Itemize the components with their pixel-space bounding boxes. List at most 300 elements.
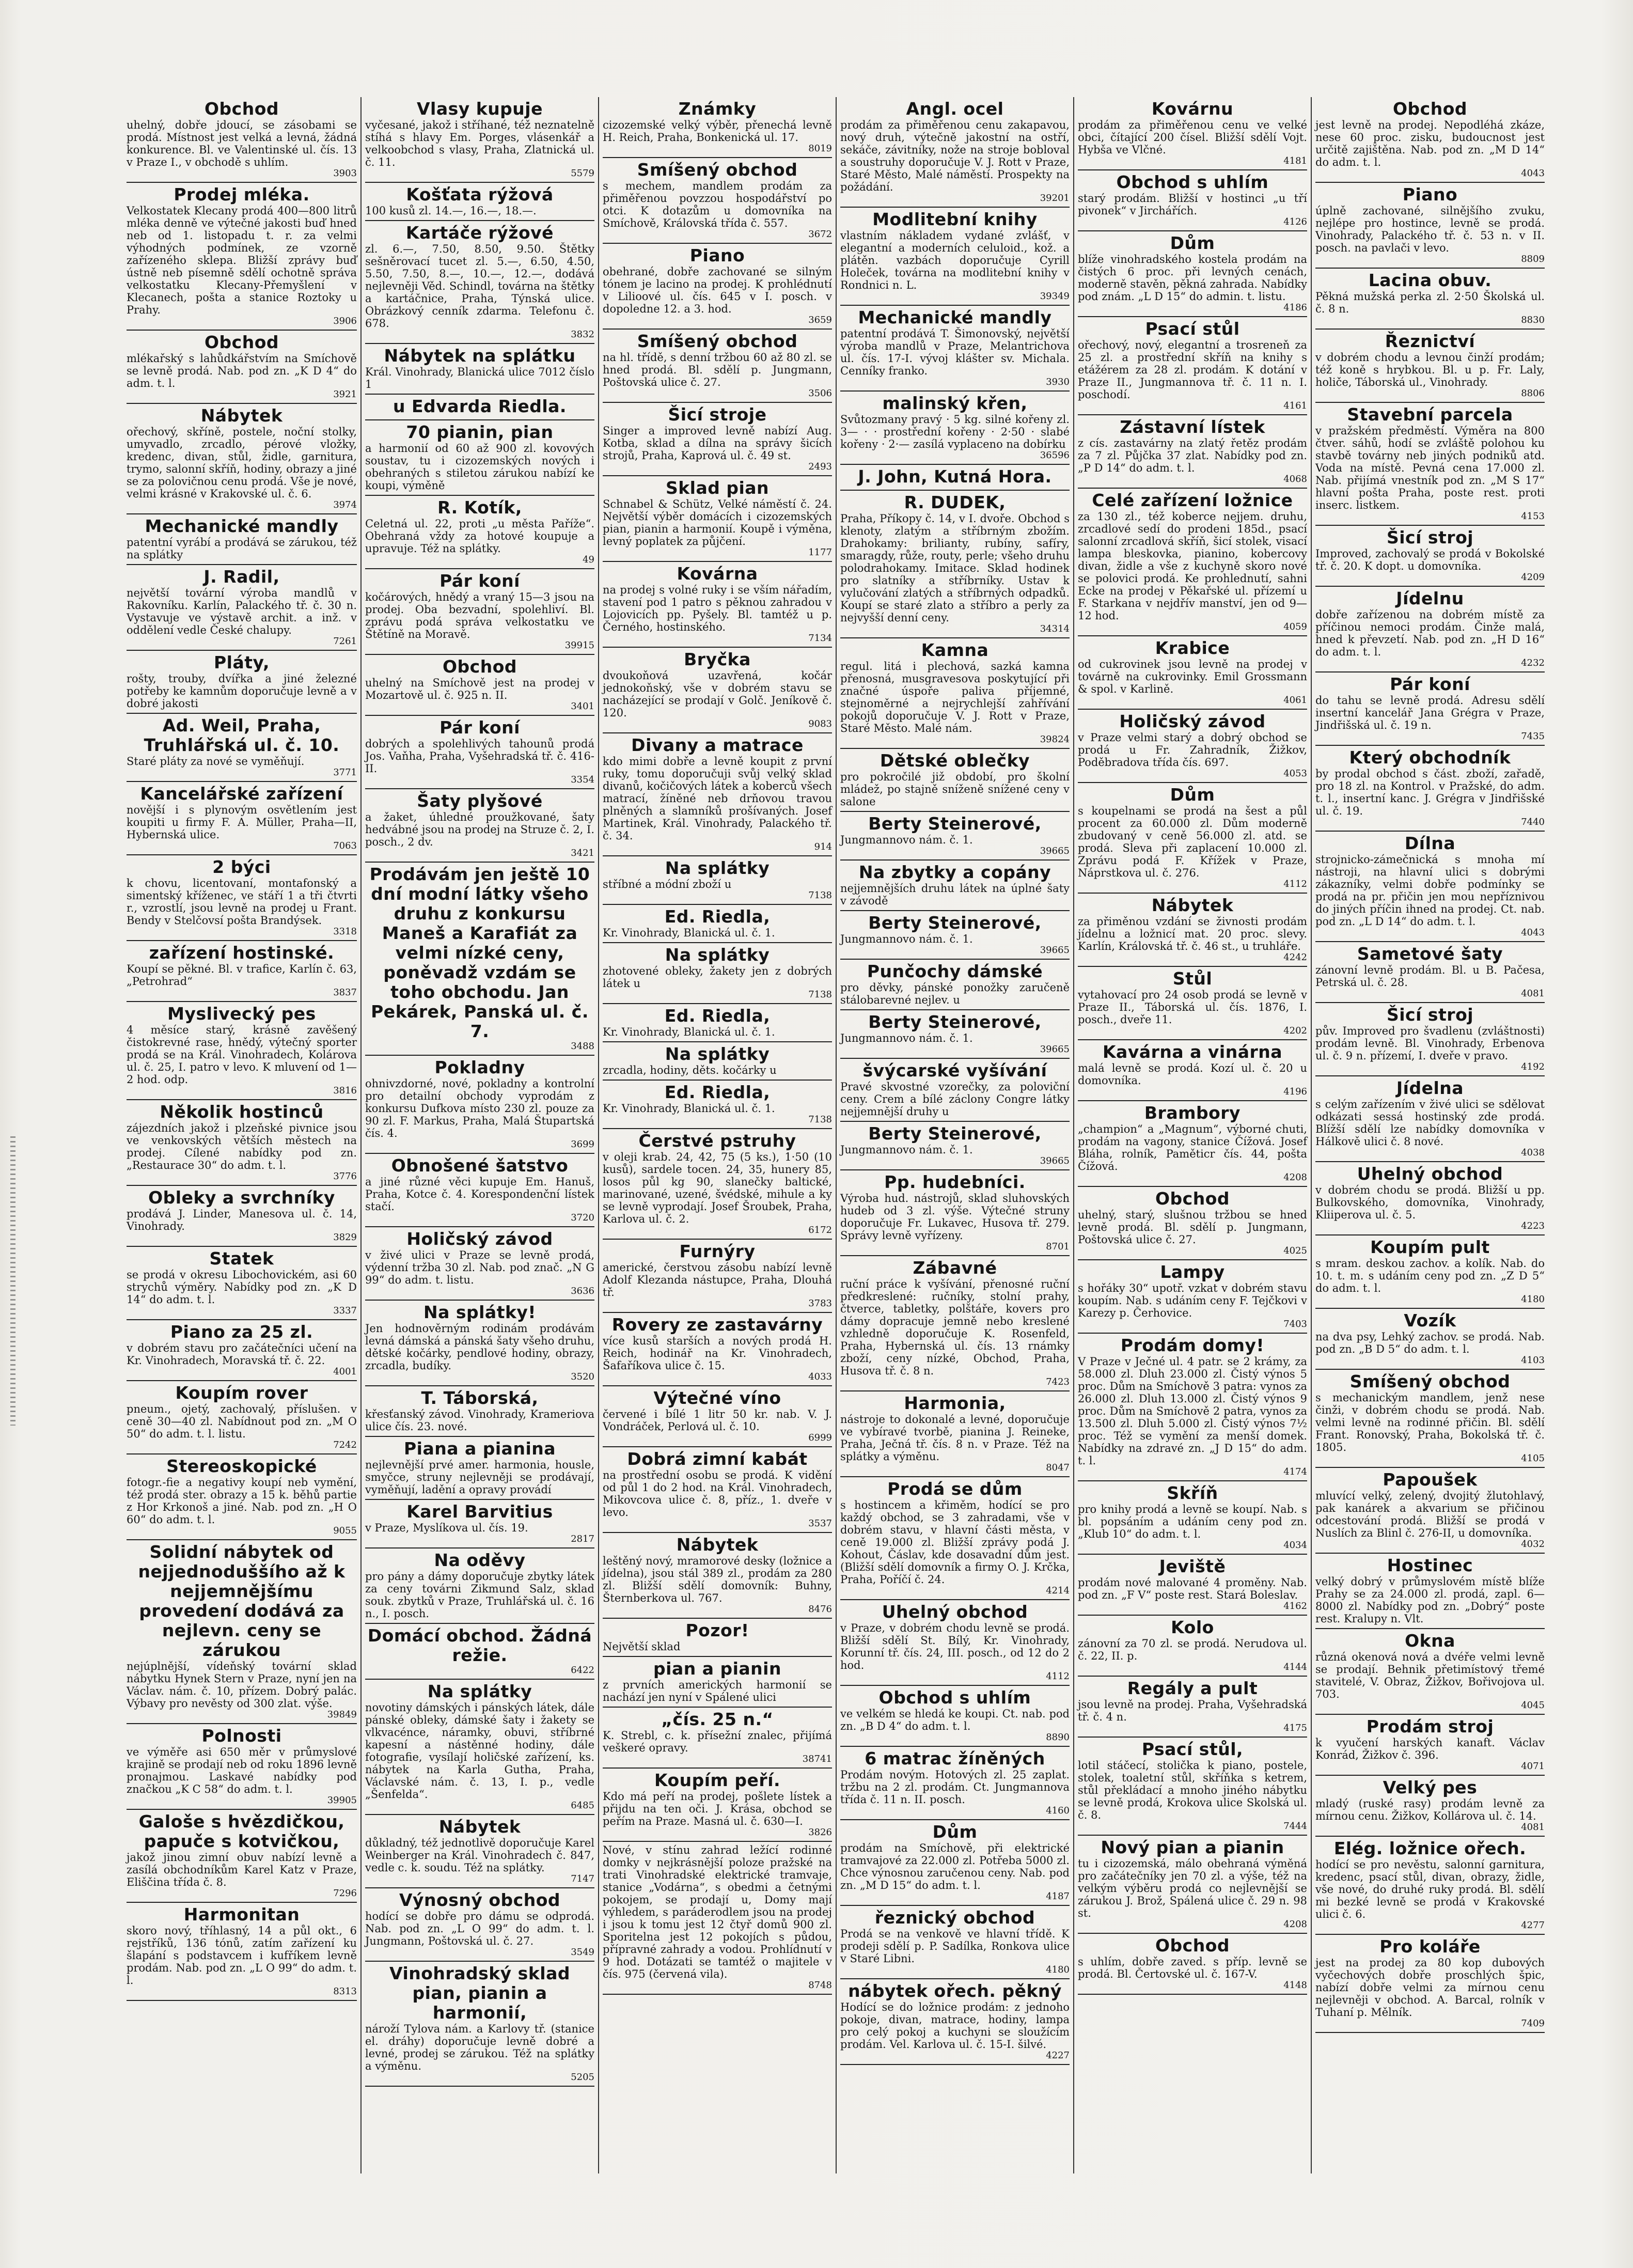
ad-number: 7403 — [1283, 1319, 1307, 1329]
ad-heading: Obchod — [442, 656, 517, 677]
ad-number: 4034 — [1283, 1540, 1307, 1551]
ad-heading: Punčochy dámské — [867, 961, 1043, 981]
classified-ad — [603, 648, 832, 733]
ad-heading: Piano — [1402, 184, 1458, 205]
classified-ad — [1315, 1554, 1545, 1629]
ad-body: patentní prodává T. Šimonovský, největší výroba mandlů v Praze, Melantrichova ul. čís. 17-I. vývoj klášter sv. Michala. Cenníky franko. — [840, 327, 1070, 377]
ad-body: by prodal obchod s část. zboží, zařadě, pro 18 zl. na Kontrol. v Pražské, do adm. t. l., insertní kanc. J. Grégra v Jindřišské ul. č. 19. — [1315, 768, 1545, 817]
ad-heading: Vlasy kupuje — [416, 99, 543, 119]
ad-number: 4148 — [1283, 1980, 1307, 1991]
ad-heading: Kartáče rýžové — [405, 223, 554, 243]
classified-ad — [365, 655, 594, 716]
classified-ad — [365, 863, 594, 1056]
ad-heading: Dům — [932, 1822, 978, 1842]
ad-number: 3488 — [571, 1041, 594, 1052]
classified-ad — [365, 716, 594, 789]
ad-heading: Regály a pult — [1127, 1678, 1258, 1698]
classified-ad — [365, 1888, 594, 1962]
ad-heading: Psací stůl — [1145, 319, 1240, 339]
ad-heading: R. Kotík, — [437, 497, 522, 518]
ad-number: 4232 — [1521, 658, 1545, 668]
ad-column-1 — [123, 97, 360, 2173]
ad-number: 3699 — [571, 1139, 594, 1150]
ad-heading: Výnosný obchod — [399, 1890, 560, 1910]
classified-ad — [365, 569, 594, 655]
fold-mark — [10, 1136, 15, 1426]
ad-heading: Šicí stroj — [1386, 527, 1474, 548]
classified-ad — [1078, 1616, 1307, 1677]
ad-body: Improved, zachovalý se prodá v Bokolské tř. č. 20. K dopt. u domovníka. — [1315, 548, 1545, 572]
classified-ad — [127, 1810, 357, 1903]
ad-heading: Stereoskopické — [166, 1456, 317, 1476]
classified-ad — [840, 1391, 1070, 1477]
ad-heading: Harmonitan — [183, 1904, 300, 1925]
ad-heading: Piano — [689, 245, 745, 265]
ad-heading: Berty Steinerové, — [868, 913, 1042, 933]
ad-body: Největší sklad — [603, 1640, 681, 1653]
ad-number: 4033 — [808, 1371, 832, 1382]
classified-ad — [365, 1386, 594, 1437]
ad-heading: Skříň — [1167, 1483, 1218, 1503]
classified-ad — [1078, 1555, 1307, 1616]
ad-number: 34314 — [1040, 623, 1070, 634]
ad-body: Celetná ul. 22, proti „u města Paříže“. Obehraná vždy za hotové koupuje a upravuje. Též na splátky. — [365, 518, 594, 555]
classified-ad — [127, 514, 357, 565]
classified-ad — [1078, 1934, 1307, 1995]
ad-body: ve výměře asi 650 měr v průmyslové krajině se prodají neb od roku 1896 levně pronajmou. Laskavé nabídky pod značkou „K C 58“ do adm. t. l. — [127, 1746, 357, 1795]
ad-heading: u Edvarda Riedla. — [393, 396, 567, 416]
ad-heading: Kavárna a vinárna — [1102, 1042, 1283, 1062]
ad-heading: 2 býci — [212, 857, 271, 877]
classified-ad — [840, 1979, 1070, 2065]
ad-number: 7261 — [333, 636, 357, 647]
classified-ad — [1078, 97, 1307, 170]
ad-body: ruční práce k vyšívání, přenosné ruční předkreslené: ručníky, stolní prahy, čtverce, tabletky, polštáře, kovers pro dámy dopracuje jemně nebo kreslené vzhledně doporučuje K. Rosenfeld, Praha, Hybernská ul. čís. 13 rnámky zboží, ceny nízké, Obchod, Praha, Husova tř. č. 8 n. — [840, 1278, 1070, 1377]
ad-number: 4209 — [1521, 572, 1545, 583]
ad-body: v dobrém chodu se prodá. Bližší u pp. Bulkovského, domovníka, Vinohrady, Kliiperova ul. č. 5. — [1315, 1184, 1545, 1221]
ad-heading: Sametové šaty — [1357, 944, 1503, 964]
ad-number: 9055 — [333, 1525, 357, 1536]
ad-heading: Berty Steinerové, — [868, 1012, 1042, 1032]
ad-number: 4174 — [1283, 1466, 1307, 1477]
ad-number: 4161 — [1283, 400, 1307, 411]
ad-number: 3776 — [333, 1171, 357, 1182]
ad-body: uhelný, dobře jdoucí, se zásobami se prodá. Místnost jest velká a levná, žádná konkurence. Bl. ve Valentinské ul. čís. 13 v Praze I., v obchodě s uhlím. — [127, 119, 357, 168]
ad-body: Svůtozmany pravý · 5 kg. silné kořeny zl. 3— · · prostřední kořeny · 2·50 · slabé kořeny · 2·— zasílá vyplaceno na dobírku — [840, 413, 1070, 450]
classified-ad — [603, 1447, 832, 1533]
ad-body: v živé ulici v Praze se levně prodá, výdenní tržba 30 zl. Nab. pod znač. „N G 99“ do adm. t. listu. — [365, 1249, 594, 1286]
ad-heading: Ed. Riedla, — [664, 1006, 771, 1026]
ad-body: Kr. Vinohrady, Blanická ul. č. 1. — [603, 1102, 775, 1115]
ad-heading: Ed. Riedla, — [664, 1082, 771, 1102]
ad-body: v oleji krab. 24, 42, 75 (5 ks.), 1·50 (10 kusů), sardele tocen. 24, 35, hunery 85, losos půl kg 90, slanečky baltické, marinované, uzené, švédské, mihule a ky se levně vyprodají. Josef Šroubek, Praha, Karlova ul. č. 2. — [603, 1151, 832, 1225]
ad-heading: Galoše s hvězdičkou, papuče s kotvičkou, — [138, 1811, 345, 1851]
ad-body: Výroba hud. nástrojů, sklad sluhovských hudeb od 3 zl. výše. Výtečné struny doporučuje Fr. Lukavec, Husova tř. 279. Správy levně vyřízeny. — [840, 1192, 1070, 1242]
ad-number: 3401 — [571, 701, 594, 712]
classified-ad — [840, 392, 1070, 465]
classified-ad — [840, 1170, 1070, 1256]
classified-ad — [365, 1227, 594, 1301]
ad-body: malá levně se prodá. Kozí ul. č. 20 u domovníka. — [1078, 1062, 1307, 1087]
ad-number: 3903 — [333, 168, 357, 179]
ad-heading: Koupím rover — [175, 1383, 308, 1403]
ad-body: zánovní za 70 zl. se prodá. Nerudova ul. č. 22, II. p. — [1078, 1637, 1307, 1662]
ad-heading: Obchod — [204, 99, 279, 119]
ad-number: 4081 — [1521, 1822, 1545, 1833]
classified-ad — [603, 1386, 832, 1447]
ad-heading: Ad. Weil, Praha, Truhlářská ul. č. 10. — [144, 715, 340, 755]
ad-number: 4192 — [1521, 1061, 1545, 1072]
classified-ad — [1315, 672, 1545, 746]
ad-body: velký dobrý v průmyslovém místě blíže Prahy se za 24.000 zl. prodá, zapl. 6—8000 zl. Nabídky pod zn. „Dobrý“ poste rest. Kralupy n. Vlt. — [1315, 1575, 1545, 1625]
classified-ad — [840, 1906, 1070, 1979]
classified-ad — [127, 331, 357, 404]
ad-number: 4032 — [1521, 1539, 1545, 1550]
ad-body: uhelný na Smíchově jest na prodej v Mozartově ul. č. 925 n. II. — [365, 677, 594, 701]
ad-heading: Nový pian a pianin — [1101, 1837, 1284, 1857]
ad-heading: Pro koláře — [1379, 1936, 1481, 1957]
ad-body: fotogr.-fie a negativy koupí neb vymění, též prodá ster. obrazy a 15 k. běhů partie z Hor Krkonoš a jiné. Nab. pod zn. „H O 60“ do adm. t. l. — [127, 1476, 357, 1526]
ad-body: a harmonií od 60 až 900 zl. kovových soustav, tu i cizozemských nových i obehraných s stiletou zárukou nabízí ke koupi, výměně — [365, 442, 594, 492]
ad-heading: Několik hostinců — [160, 1102, 324, 1122]
classified-ad — [127, 1320, 357, 1381]
ad-number: 3636 — [571, 1286, 594, 1296]
ad-body: Prodá se na venkově ve hlavní třídě. K prodeji sdělí p. P. Sadílka, Ronkova ulice v Staré Libni. — [840, 1928, 1070, 1965]
ad-number: 39665 — [1040, 846, 1070, 856]
classified-ad — [365, 1962, 594, 2087]
ad-heading: Berty Steinerové, — [868, 814, 1042, 834]
ad-number: 49 — [583, 554, 594, 565]
ad-heading: Bryčka — [684, 649, 751, 669]
ad-heading: Krabice — [1155, 638, 1230, 658]
classified-ad — [840, 1686, 1070, 1747]
ad-body: Jungmannovo nám. č. 1. — [840, 834, 973, 846]
ad-column-5 — [1073, 97, 1311, 2173]
ad-body: v dobrém chodu a levnou činží prodám; též koně s hrybkou. Bl. u p. Fr. Laly, holiče, Táborská ul., Vinohrady. — [1315, 351, 1545, 388]
ad-body: důkladný, též jednotlivě doporučuje Karel Weinberger na Král. Vinohradech č. 847, vedle c. k. soudu. Též na splátky. — [365, 1837, 594, 1874]
classified-ad — [840, 1747, 1070, 1820]
classified-ad — [603, 403, 832, 476]
ad-body: s mechanickým mandlem, jenž nese činži, v dobrém chodu se prodá. Nab. velmi levně na rodinné přičin. Bl. sdělí Frant. Ronovský, Praha, Bokolská tř. č. 1805. — [1315, 1391, 1545, 1453]
ad-number: 4081 — [1521, 988, 1545, 999]
ad-heading: Výtečné víno — [653, 1388, 781, 1408]
ad-body: prodává J. Linder, Manesova ul. č. 14, Vinohrady. — [127, 1208, 357, 1232]
classified-ad — [127, 404, 357, 514]
classified-ad — [1315, 832, 1545, 942]
ad-heading: Obchod — [1155, 1188, 1230, 1209]
classified-ad — [603, 905, 832, 943]
ad-heading: Kancelářské zařízení — [140, 784, 343, 804]
ad-heading: Furnýry — [679, 1241, 756, 1261]
ad-body: americké, čerstvou zásobu nabízí levně Adolf Klezanda nástupce, Praha, Dlouhá tř. — [603, 1261, 832, 1299]
classified-ad — [1315, 1468, 1545, 1554]
ad-body: Velkostatek Klecany prodá 400—800 litrů mléka denně ve výtečné jakosti buď hned neb od 1. listopadu t. r. za velmi výhodných podmínek, ze vzorně zařízeného sklepa. Bližší zprávy buď ústně neb písemně sdělí ochotně správa velkostatku Klecany-Přemyšlení v Klecanech, pošta a stanice Roztoky u Prahy. — [127, 205, 357, 316]
classified-ad — [840, 960, 1070, 1010]
ad-heading: Nábytek — [438, 1817, 521, 1837]
classified-ad — [1315, 403, 1545, 526]
ad-body: od cukrovinek jsou levně na prodej v továrně na cukrovinky. Emil Grossmann & spol. v Karlině. — [1078, 658, 1307, 695]
ad-heading: Holičský závod — [1119, 711, 1266, 731]
ad-heading: Pozor! — [685, 1620, 749, 1640]
classified-ad — [127, 855, 357, 941]
ad-body: V Praze v Ječné ul. 4 patr. se 2 krámy, za 58.000 zl. Dluh 23.000 zl. Čistý výnos 5 proc. Dům na Smíchově 3 patra: vynos za 26.000 zl. Dluh 13.000 zl. Čistý výnos 9 proc. Dům na Smíchově 2 patra, vynos za 13.500 zl. Dluh 5.000 zl. Čistý výnos 7½ proc. Též se vymění za menší domek. Nabídky na zdravé zn. „J D 15“ do adm. t. l. — [1078, 1355, 1307, 1467]
classified-ad — [1315, 746, 1545, 832]
ad-heading: Lampy — [1160, 1262, 1225, 1282]
ad-heading: Statek — [209, 1248, 274, 1269]
classified-ad — [365, 97, 594, 183]
ad-number: 4071 — [1521, 1761, 1545, 1772]
ad-body: lotil stáčecí, stolička k piano, postele, stolek, toaletní stůl, skříňka s ketrem, stůl překládací a mnoho jiného nábytku se levně prodá, Krokova ulice Skolská ul. č. 8. — [1078, 1759, 1307, 1821]
ad-heading: J. Radil, — [203, 567, 280, 587]
ad-number: 4186 — [1283, 302, 1307, 313]
classified-ad — [365, 395, 594, 420]
ad-heading: Solidní nábytek od nejjednoduššího až k nejjemnějšímu provedení dodává za nejlevn. ceny se zárukou — [138, 1542, 346, 1660]
classified-ad — [1078, 415, 1307, 489]
ad-body: leštěný nový, mramorové desky (ložnice a jídelna), jsou stál 389 zl., prodám za 280 zl. Bližší sdělí domovník: Buhny, Šternberkova ul. 767. — [603, 1555, 832, 1604]
classified-ad — [840, 749, 1070, 812]
ad-heading: Stůl — [1172, 968, 1213, 989]
ad-body: uhelný, starý, slušnou tržbou se hned levně prodá. Bl. sdělí p. Jungmann, Poštovská ulice č. 27. — [1078, 1209, 1307, 1246]
ad-heading: Nábytek — [200, 405, 283, 426]
ad-number: 3921 — [333, 389, 357, 400]
ad-number: 4242 — [1283, 952, 1307, 963]
ad-number: 39849 — [327, 1709, 357, 1720]
ad-number: 39905 — [327, 1795, 357, 1806]
ad-heading: Na splátky — [665, 945, 770, 965]
ad-number: 3771 — [333, 767, 357, 778]
ad-number: 7138 — [808, 890, 832, 901]
ad-number: 7444 — [1283, 1821, 1307, 1832]
ad-number: 4214 — [1046, 1585, 1070, 1596]
classified-ad — [365, 420, 594, 496]
classified-ad — [365, 1056, 594, 1154]
ad-body: k chovu, licentovaní, montafonský a simentský kříženec, ve stáří 1 a tři čtvrti r., vzrostlí, jsou levně na prodej u Frant. Bendy v Stelčovsí pošta Brandýsek. — [127, 877, 357, 927]
ad-number: 4059 — [1283, 621, 1307, 632]
classified-ad — [365, 789, 594, 863]
classified-ad — [603, 562, 832, 648]
classified-ad — [127, 97, 357, 183]
classified-ad — [1078, 489, 1307, 636]
ad-body: vyčesané, jakož i stříhané, též neznatelně stíhá s hlavy Em. Porges, vlásenkář a velkoobchod s vlasy, Praha, Zlatnická ul. č. 11. — [365, 119, 594, 168]
ad-body: Jen hodnověrným rodinám prodávám levná dámská a pánská šaty všeho druhu, dětské kočárky, pendlové hodiny, obrazy, zrcadla, budíky. — [365, 1322, 594, 1372]
ad-heading: Šicí stroje — [668, 404, 767, 425]
ad-heading: Pár koní — [439, 571, 520, 591]
ad-body: starý prodám. Bližší v hostinci „u tří pivonek“ v Jirchářích. — [1078, 192, 1307, 217]
ad-heading: Na zbytky a copány — [858, 862, 1051, 882]
ad-body: ve velkém se hledá ke koupi. Ct. nab. pod zn. „B D 4“ do adm. t. l. — [840, 1708, 1070, 1732]
classified-ad — [840, 1122, 1070, 1170]
classified-ad — [1315, 1162, 1545, 1235]
ad-number: 5205 — [571, 2072, 594, 2083]
ad-number: 3832 — [571, 329, 594, 340]
ad-number: 39349 — [1040, 291, 1070, 302]
ad-number: 7435 — [1521, 731, 1545, 742]
ad-body: Jungmannovo nám. č. 1. — [840, 1032, 973, 1044]
classified-ad — [1315, 1629, 1545, 1715]
ad-number: 4277 — [1521, 1920, 1545, 1931]
ad-body: pův. Improved pro švadlenu (zvláštnosti) prodám levně. Bl. Vinohrady, Erbenova ul. č. 9 n. přízemí, I. dveře v pravo. — [1315, 1025, 1545, 1062]
ad-number: 4208 — [1283, 1172, 1307, 1183]
ad-number: 3720 — [571, 1212, 594, 1223]
ad-heading: Kolo — [1171, 1617, 1214, 1637]
ad-number: 4181 — [1283, 155, 1307, 166]
ad-number: 7147 — [571, 1873, 594, 1884]
ad-heading: Holičský závod — [406, 1229, 553, 1249]
ad-body: ořechový, skříně, postele, noční stolky, umyvadlo, zrcadlo, pérové vložky, kredenc, divan, stůl, židle, garnitura, trymo, salonní skříň, hodiny, obrazy a jiné se za polovičnou cenu prodá. Vše je nové, velmi krásné v Krakovské ul. č. 6. — [127, 426, 357, 500]
ad-heading: Kovárnu — [1151, 99, 1234, 119]
ad-number: 4043 — [1521, 927, 1545, 938]
classified-ad — [1315, 269, 1545, 330]
ad-number: 2817 — [571, 1534, 594, 1544]
classified-ad — [603, 1708, 832, 1769]
ad-body: zánovní levně prodám. Bl. u B. Pačesa, Petrská ul. č. 28. — [1315, 964, 1545, 989]
ad-number: 7423 — [1046, 1377, 1070, 1387]
ad-heading: Pp. hudebníci. — [884, 1172, 1026, 1192]
classified-ad — [603, 1042, 832, 1081]
classified-ad — [603, 97, 832, 158]
classified-ad — [1078, 317, 1307, 415]
ad-body: K. Strebl, c. k. přísežní znalec, přijímá veškeré opravy. — [603, 1729, 832, 1754]
classified-ad — [603, 1129, 832, 1240]
ad-body: patentní vyrábí a prodává se zárukou, též na splátky — [127, 536, 357, 561]
ad-number: 7134 — [808, 633, 832, 644]
ad-heading: Stavební parcela — [1347, 404, 1513, 425]
ad-heading: Zástavní lístek — [1120, 417, 1265, 437]
ad-heading: Nábytek — [676, 1535, 759, 1555]
ad-body: pro knihy prodá a levně se koupí. Nab. s bl. popsáním a udáním ceny pod zn. „Klub 10“ do adm. t. l. — [1078, 1503, 1307, 1540]
ad-body: ohnivzdorné, nové, pokladny a kontrolní pro detailní obchody vyprodám z konkursu Dufkova místo 230 zl. pouze za 90 zl. F. Markus, Praha, Malá Štupartská čís. 4. — [365, 1077, 594, 1139]
ad-body: a žaket, úhledné proužkované, šaty hedvábné jsou na prodej na Struze č. 2, I. posch., 2 dv. — [365, 811, 594, 848]
classified-ad — [1078, 231, 1307, 317]
ad-body: do tahu se levně prodá. Adresu sdělí insertní kancelář Jana Grégra v Praze, Jindřišská ul. č. 19 n. — [1315, 694, 1545, 731]
classified-ad — [365, 1154, 594, 1227]
ad-heading: Na splátky! — [423, 1302, 536, 1322]
ad-heading: Jídelnu — [1396, 588, 1464, 608]
ad-body: Král. Vinohrady, Blanická ulice 7012 číslo 1 — [365, 366, 594, 390]
classified-ad — [365, 221, 594, 344]
ad-body: Prodám novým. Hotových zl. 25 zaplat. tržbu na 2 zl. prodám. Ct. Jungmannova třída č. 11 n. II. posch. — [840, 1769, 1070, 1806]
ad-heading: Jídelna — [1396, 1078, 1464, 1098]
ad-number: 8806 — [1521, 388, 1545, 399]
classified-ad — [840, 491, 1070, 638]
ad-column-6 — [1311, 97, 1548, 2173]
ad-number: 8701 — [1046, 1241, 1070, 1252]
ad-body: prodám za přiměřenou cenu zakapavou, nový druh, výtečně jakostní na ostří, sekáče, závitníky, nože na stroje bobloval a soustruhy doporučuje V. J. Rott v Praze, Staré Město, Malé náměstí. Prospekty na požádání. — [840, 119, 1070, 193]
ad-number: 3520 — [571, 1371, 594, 1382]
classified-ad — [1078, 1677, 1307, 1738]
ad-number: 3816 — [333, 1085, 357, 1096]
classified-ad — [365, 1301, 594, 1386]
ad-number: 6999 — [808, 1432, 832, 1443]
ad-heading: Pár koní — [1390, 674, 1470, 694]
classified-ad — [1078, 1334, 1307, 1481]
ad-heading: J. John, Kutná Hora. — [858, 466, 1052, 487]
classified-ad — [1315, 330, 1545, 403]
ad-body: různá okenová nová a dvéře velmi levně se prodají. Behnik přetimístový třemé stavitelé, V. Obraz, Žižkov, Bořivojova ul. 703. — [1315, 1651, 1545, 1700]
ad-body: vytahovací pro 24 osob prodá se levně v Praze II., Táborská ul. čís. 1876, I. posch., dveře 11. — [1078, 989, 1307, 1026]
ad-body: dvoukoňová uzavřená, kočár jednokoňský, vše v dobrém stavu se nacházející se prodají v Golč. Jeníkově č. 120. — [603, 669, 832, 719]
ad-heading: Piana a pianina — [403, 1438, 556, 1459]
ad-heading: Dílna — [1404, 833, 1456, 853]
ad-heading: Pokladny — [434, 1057, 525, 1077]
ad-number: 8313 — [333, 1986, 357, 1997]
ad-heading: Smíšený obchod — [637, 331, 798, 351]
ad-body: Kr. Vinohrady, Blanická ul. č. 1. — [603, 1026, 775, 1038]
ad-body: z prvních amerických harmonií se nachází jen nyní v Spálené ulici — [603, 1679, 832, 1703]
classified-ad — [840, 306, 1070, 392]
classified-ad — [365, 1500, 594, 1549]
ad-heading: Nábytek na splátku — [384, 346, 576, 366]
classified-ad — [1315, 1003, 1545, 1076]
classified-ad — [603, 1533, 832, 1619]
ad-body: s uhlím, dobře zaved. s příp. levně se prodá. Bl. Čertovské ul. č. 167-V. — [1078, 1956, 1307, 1980]
ad-number: 4208 — [1283, 1919, 1307, 1930]
classified-ad — [603, 330, 832, 403]
ad-number: 4105 — [1521, 1453, 1545, 1464]
classified-ad — [1315, 1235, 1545, 1309]
ad-body: v Praze, Myslíkova ul. čís. 19. — [365, 1522, 528, 1534]
ad-number: 4045 — [1521, 1700, 1545, 1711]
ad-number: 3837 — [333, 987, 357, 998]
ad-body: zájezdních jakož i plzeňské pivnice jsou ve venkovských větších městech na prodej. Cílené nabídky pod zn. „Restaurace 30“ do adm. t. l. — [127, 1122, 357, 1171]
ad-number: 4162 — [1283, 1601, 1307, 1612]
ad-number: 6172 — [808, 1225, 832, 1235]
classified-ad — [127, 651, 357, 714]
ad-heading: Divany a matrace — [631, 735, 804, 755]
ad-number: 4180 — [1046, 1964, 1070, 1975]
ad-number: 1177 — [808, 547, 832, 558]
classified-ad — [1078, 783, 1307, 894]
classified-ad — [603, 476, 832, 562]
ad-body: nejúplnější, vídeňský tovární sklad nábytku Hynek Stern v Praze, nyní jen na Václav. nám. č. 10, přízem. Dobrý palác. Výbavy pro nevěsty od 300 zlat. výše. — [127, 1660, 357, 1710]
ad-heading: Vinohradský sklad pian, pianin a harmonií, — [389, 1963, 570, 2023]
classified-ad — [840, 1820, 1070, 1906]
ad-body: k vyučení harských kanaft. Václav Konrád, Žižkov č. 396. — [1315, 1737, 1545, 1761]
classified-ad — [1315, 587, 1545, 672]
ad-body: regul. litá i plechová, sazká kamna přenosná, musgravesova poskytující při značné úspoře paliva příjemné, stejnoměrné a nejrychlejší zahřívání pokojů doporučuje V. J. Rott v Praze, Staré Město. Malé nám. — [840, 660, 1070, 734]
ad-number: 4053 — [1283, 768, 1307, 779]
ad-number: 3783 — [808, 1298, 832, 1309]
classified-ad — [1078, 1187, 1307, 1260]
classified-ad — [127, 1186, 357, 1247]
classified-ad — [127, 1903, 357, 2001]
ad-heading: 70 pianin, pian — [406, 422, 554, 442]
ad-body: dobře zařízenou na dobrém místě za příčinou nemoci prodám. Činže malá, hned k převzetí. Nab. pod zn. „H D 16“ do adm. t. l. — [1315, 608, 1545, 658]
ad-heading: Vozík — [1404, 1310, 1456, 1331]
ad-number: 914 — [814, 841, 832, 852]
ad-body: křesťanský závod. Vinohrady, Krameriova ulice čís. 23. nové. — [365, 1408, 594, 1433]
ad-body: úplně zachované, silnějšího zvuku, nejlépe pro hostince, levně se prodá. Vinohrady, Palackého tř. č. 53 n. v II. posch. na pavlači v levo. — [1315, 205, 1545, 254]
ad-body: stříbné a módní zboží u — [603, 878, 732, 890]
ad-body: a jiné různé věci kupuje Em. Hanuš, Praha, Kotce č. 4. Korespondenční lístek stačí. — [365, 1176, 594, 1213]
classified-ad — [365, 1624, 594, 1680]
ad-heading: Modlitební knihy — [872, 209, 1038, 229]
classified-ad — [1315, 1776, 1545, 1837]
ad-number: 38741 — [802, 1754, 832, 1764]
ad-heading: Smíšený obchod — [637, 160, 798, 180]
ad-body: s mechem, mandlem prodám za přiměřenou povzzou hospodářství po otci. K dotazům u domovníka na Smíchově, Královská třída č. 557. — [603, 180, 832, 229]
ad-body: s celým zařízením v živé ulici se sdělovat odkázati sessá hostinský zde prodá. Blížší sdělí lze nabídky domovníka v Hálkově ulici č. 8 nové. — [1315, 1098, 1545, 1148]
ad-body: jakož jinou zimní obuv nabízí levně a zasílá obchodníkům Karel Katz v Praze, Eliščina třída č. 8. — [127, 1851, 357, 1888]
classified-ad — [1078, 1101, 1307, 1187]
classified-ad — [603, 1081, 832, 1129]
ad-number: 7440 — [1521, 817, 1545, 827]
ad-number: 8476 — [808, 1604, 832, 1615]
ad-number: 4223 — [1521, 1221, 1545, 1231]
ad-heading: Obchod — [204, 332, 279, 352]
ad-heading: Šaty plyšové — [417, 791, 543, 811]
ad-heading: Dobrá zimní kabát — [627, 1449, 808, 1469]
